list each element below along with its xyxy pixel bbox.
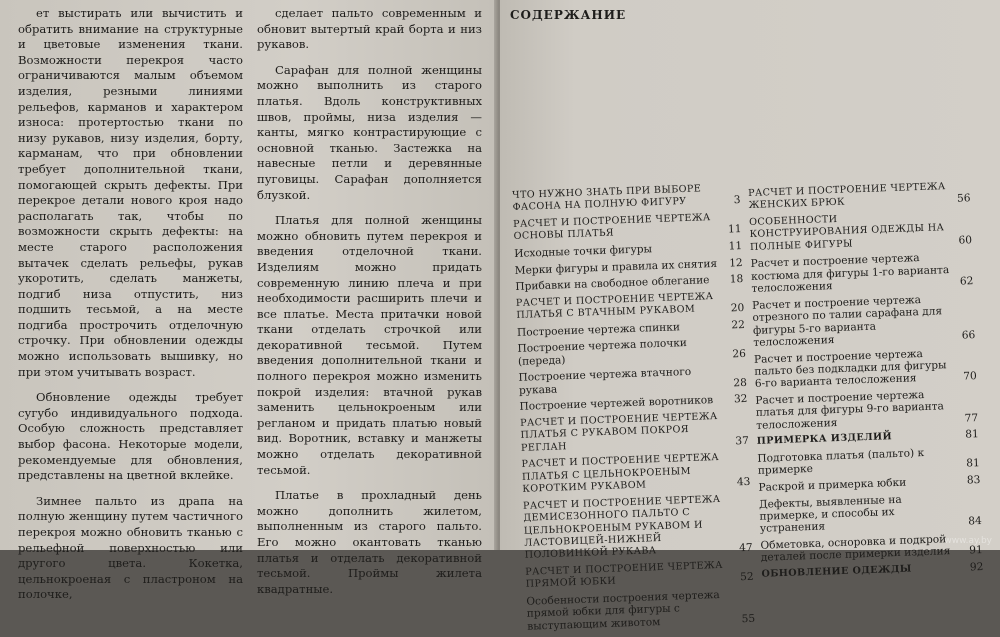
text-column-right — [257, 6, 482, 597]
paragraph: Платья для полной женщины можно обновить путем перекроя и введения отделочной ткани. Изделиям можно придать современную линию плеча и при необходимости расширить плечи и все платье. Места притачки новой ткани отделать строчкой или декоративной тесьмой. Путем введения дополнительной ткани и полного перекроя можно изменить покрой изделия: втачной рукав заменить цельнокроеным или регланом и придать платью новый вид. Воротник, вставку и манжеты можно отделать декоративной тесьмой. — [257, 213, 482, 477]
toc-entry-title: ЧТО НУЖНО ЗНАТЬ ПРИ ВЫБОРЕ ФАСОНА НА ПОЛНУЮ ФИГУРУ — [512, 183, 702, 214]
toc-entry-page: 20 — [730, 302, 745, 315]
toc-entry-title: РАСЧЕТ И ПОСТРОЕНИЕ ЧЕРТЕЖА ОСНОВЫ ПЛАТЬЯ — [513, 212, 711, 243]
toc-entry-page: 18 — [729, 273, 744, 286]
paragraph: ет выстирать или вычистить и обратить внимание на структурные и цветовые изменения ткани. Возможности перекроя часто ограничиваются малым объемом изделия, резными линиями рельефов, карманов и характером износа: протертостью ткани по низу рукавов, низу изделия, борту, карманам, что при обновлении требует дополнительной ткани, помогающей скрыть дефекты. При перекрое детали нового кроя надо располагать так, чтобы по возможности скрыть дефекты: на месте старого расположения вытачек сделать рельефы, рукав укоротить, сделать манжеты, подгиб низа отпустить, низ подшить тесьмой, а на месте подгиба прострочить отделочную строчку. При обновлении одежды можно использовать вышивку, но при этом учитывать возраст. — [18, 6, 243, 379]
watermark: www.ay.by — [944, 536, 992, 546]
toc-entry-page: 37 — [735, 434, 750, 448]
toc-entry[interactable] — [759, 491, 982, 536]
toc-entry-page: 83 — [966, 474, 981, 487]
toc-entry-page: 26 — [732, 347, 747, 361]
toc-entry-page: 28 — [733, 376, 748, 390]
toc-entry[interactable] — [754, 346, 977, 391]
toc-entry-title: Построение чертежа втачного рукава — [518, 366, 692, 397]
toc-entry-title: РАСЧЕТ И ПОСТРОЕНИЕ ЧЕРТЕЖА ПЛАТЬЯ С ЦЕЛЬНОКРОЕНЫМ КОРОТКИМ РУКАВОМ — [521, 452, 720, 496]
paragraph: Платье в прохладный день можно дополнить жилетом, выполненным из старого пальто. Его можно окантовать тканью платья и отделать декоративной тесьмой. Проймы жилета квадратные. — [257, 488, 482, 596]
toc-entry[interactable] — [517, 335, 746, 368]
toc-entry-page: 32 — [733, 393, 748, 406]
toc-entry-title: Прибавки на свободное облегание — [515, 274, 710, 294]
toc-entry-page: 77 — [964, 411, 979, 425]
toc-title: СОДЕРЖАНИЕ — [510, 8, 627, 22]
toc-entry-page: 60 — [958, 234, 973, 247]
toc-entry-page: 3 — [733, 194, 741, 207]
toc-entry[interactable] — [755, 387, 978, 432]
toc-entry[interactable] — [526, 588, 755, 633]
toc-entry-title: Расчет и построение чертежа платья для фигуры 9-го варианта телосложения — [755, 389, 945, 432]
toc-entry[interactable] — [521, 451, 750, 496]
text-column-left — [18, 6, 243, 603]
toc-entry-title: РАСЧЕТ И ПОСТРОЕНИЕ ЧЕРТЕЖА ПЛАТЬЯ С ВТАЧНЫМ РУКАВОМ — [515, 290, 714, 322]
toc-entry[interactable] — [752, 292, 976, 349]
toc-entry-page: 55 — [741, 612, 756, 626]
toc-entry-title: Расчет и построение чертежа костюма для фигуры 1-го варианта телосложения — [750, 252, 950, 296]
toc-entry-page: 11 — [728, 240, 743, 253]
toc-entry-page: 12 — [728, 256, 743, 270]
toc-entry-page: 92 — [969, 561, 984, 574]
toc-entry-title: ПРИМЕРКА ИЗДЕЛИЙ — [756, 431, 893, 448]
toc-entry-page: 56 — [956, 192, 971, 206]
toc-entry-title: РАСЧЕТ И ПОСТРОЕНИЕ ЧЕРТЕЖА ПРЯМОЙ ЮБКИ — [525, 559, 723, 591]
toc-entry-page: 11 — [727, 223, 742, 236]
toc-entry[interactable] — [749, 209, 972, 254]
toc-entry[interactable] — [513, 211, 742, 244]
toc-entry-title: Построение чертежей воротников — [519, 394, 714, 414]
toc-entry-title: Расчет и построение чертежа пальто без подкладки для фигуры 6-го варианта телосложения — [753, 347, 947, 391]
toc-entry-title: Раскрой и примерка юбки — [758, 476, 907, 494]
toc-entry-page: 84 — [968, 515, 982, 528]
paragraph: Обновление одежды требует сугубо индивидуального подхода. Особую сложность представляет выбор фасона. Некоторые модели, рекомендуемые для обновления, представлены на цветной вклейке. — [18, 390, 243, 483]
toc-entry-title: РАСЧЕТ И ПОСТРОЕНИЕ ЧЕРТЕЖА ЖЕНСКИХ БРЮК — [748, 181, 946, 212]
toc-entry-title: Построение чертежа полочки (переда) — [517, 337, 688, 368]
toc-entry[interactable] — [757, 445, 980, 478]
toc-entry[interactable] — [761, 561, 983, 581]
paragraph: Зимнее пальто из драпа на полную женщину путем частичного перекроя можно обновить тканью с рельефной поверхностью или другого цвета. Кокетка, цельнокроеная с пластроном на полочке, — [18, 493, 243, 602]
toc-entry-page: 43 — [736, 476, 751, 489]
toc-entry-page: 22 — [731, 318, 746, 332]
paragraph: сделает пальто современным и обновит вытертый край борта и низ рукавов. — [257, 6, 482, 52]
toc-entry-title: Расчет и построение чертежа отрезного по талии сарафана для фигуры 5-го варианта телосложения — [751, 293, 943, 349]
toc-entry-page: 91 — [969, 544, 984, 557]
toc-column-left — [512, 182, 755, 637]
toc-entry-page: 81 — [965, 428, 979, 442]
toc-entry[interactable] — [520, 410, 749, 455]
toc-entry-page: 66 — [961, 329, 976, 342]
toc-entry-title: РАСЧЕТ И ПОСТРОЕНИЕ ЧЕРТЕЖА ДЕМИСЕЗОННОГО ПАЛЬТО С ЦЕЛЬНОКРОЕНЫМ РУКАВОМ И ЛАСТОВИЦЕЙ-НИЖНЕЙ ПОЛОВИНКОЙ РУКАВА — [522, 493, 721, 562]
paragraph: Сарафан для полной женщины можно выполнить из старого платья. Вдоль конструктивных швов, проймы, низа изделия — канты, мягко контрастирующие с основной тканью. Застежка на навесные петли и деревянные пуговицы. Сарафан дополняется блузкой. — [257, 62, 482, 202]
toc-entry-page: 47 — [738, 542, 753, 555]
toc-entry[interactable] — [516, 290, 745, 323]
toc-entry[interactable] — [523, 493, 753, 563]
toc-entry-title: ОБНОВЛЕНИЕ ОДЕЖДЫ — [761, 563, 912, 580]
toc-entry[interactable] — [525, 559, 754, 592]
toc-entry-title: Обметовка, осноровка и подкрой деталей после примерки изделия — [760, 533, 951, 565]
toc-column-right — [748, 180, 984, 585]
toc-entry-page: 62 — [959, 275, 974, 288]
toc-entry-title: ОСОБЕННОСТИ КОНСТРУИРОВАНИЯ ОДЕЖДЫ НА ПОЛНЫЕ ФИГУРЫ — [749, 213, 945, 253]
left-page — [0, 0, 498, 602]
toc-entry[interactable] — [750, 251, 973, 296]
toc-entry-title: Мерки фигуры и правила их снятия — [514, 257, 718, 277]
toc-entry-title: РАСЧЕТ И ПОСТРОЕНИЕ ЧЕРТЕЖА ПЛАТЬЯ С РУКАВОМ ПОКРОЯ РЕГЛАН — [519, 410, 718, 454]
toc-entry-title: Дефекты, выявленные на примерке, и способы их устранения — [758, 493, 902, 536]
toc-entry-page: 70 — [963, 370, 977, 384]
toc-entry-title: Построение чертежа спинки — [516, 321, 681, 339]
toc-entry-page: 52 — [739, 571, 754, 584]
toc-entry-title: Подготовка платья (пальто) к примерке — [757, 447, 925, 478]
toc-entry-title: Исходные точки фигуры — [514, 243, 653, 260]
toc-entry-page: 81 — [966, 457, 980, 470]
toc-entry-title: Особенности построения чертежа прямой юбки для фигуры с выступающим животом — [526, 589, 720, 633]
toc-entry[interactable] — [518, 364, 747, 397]
